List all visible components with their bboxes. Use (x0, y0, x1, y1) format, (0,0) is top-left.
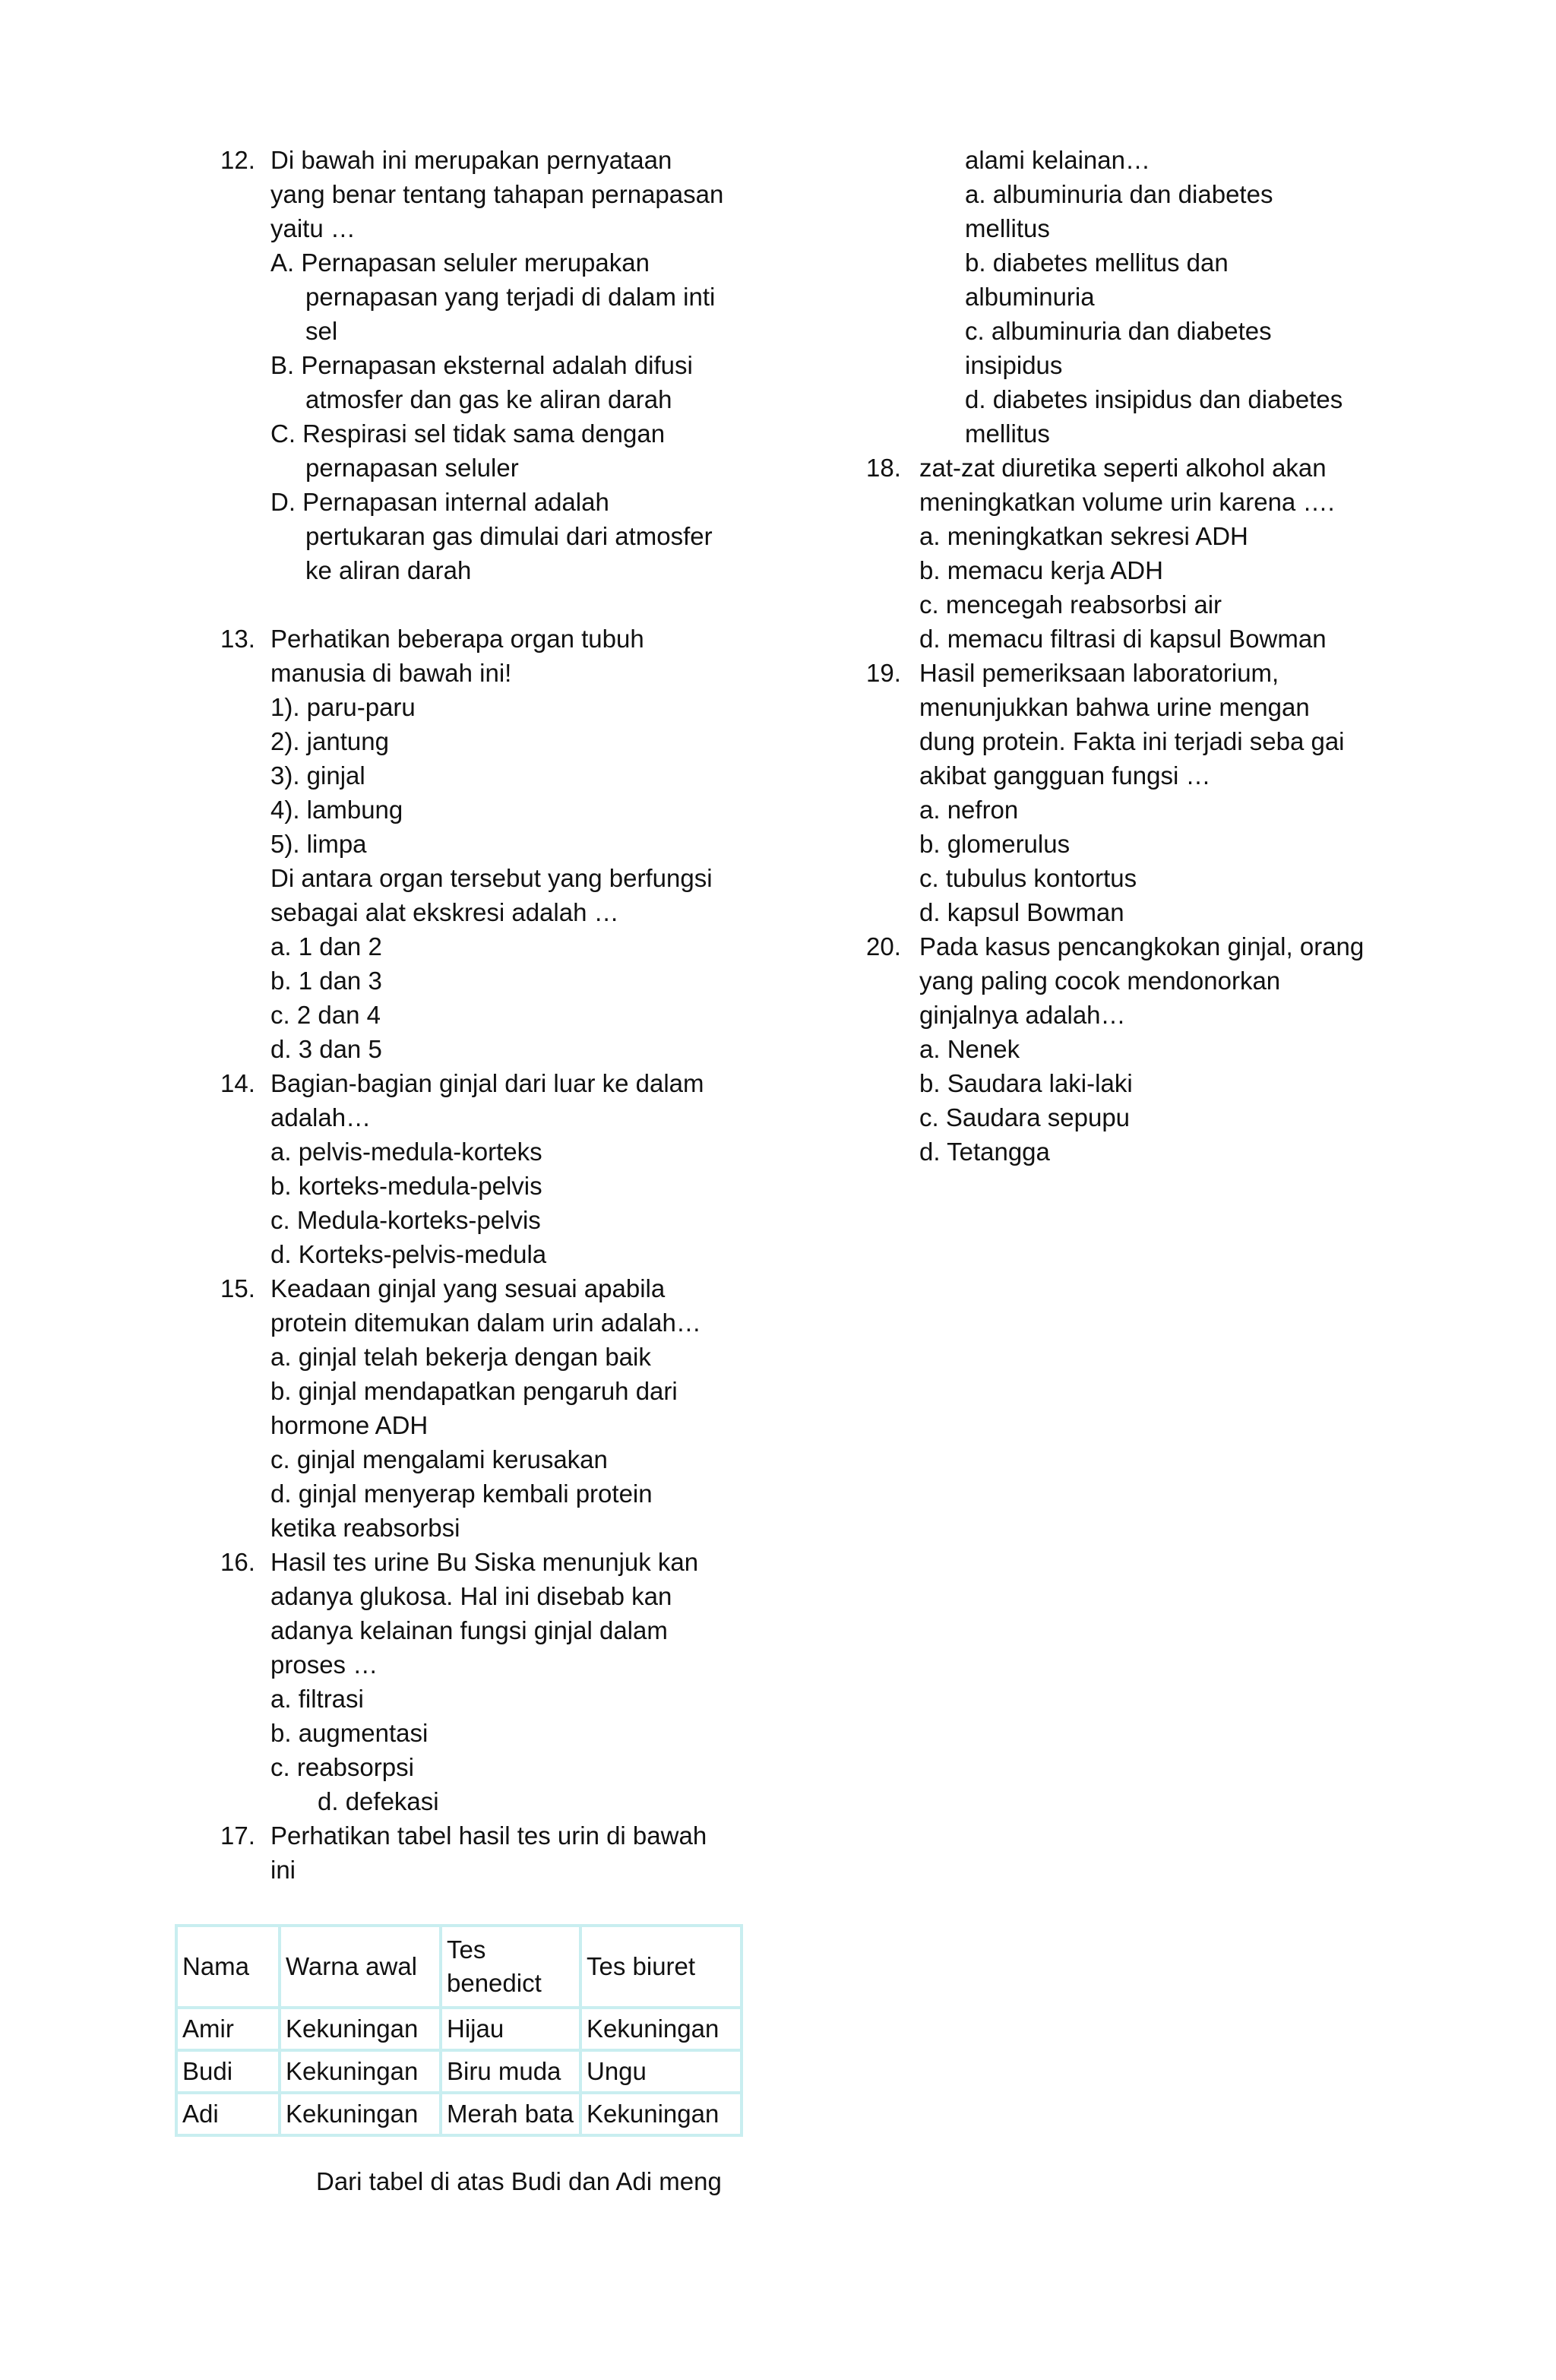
question-20 (866, 929, 1398, 1169)
option-d: d. memacu filtrasi di kapsul Bowman (919, 625, 1327, 653)
option-d-cont: ketika reabsorbsi (270, 1514, 460, 1542)
question-text: Pada kasus pencangkokan ginjal, orang (919, 932, 1365, 961)
option-c: c. mencegah reabsorbsi air (919, 590, 1222, 619)
table-header-row (176, 1926, 742, 2008)
option-a-cont: mellitus (965, 214, 1050, 242)
option-b-cont: albuminuria (965, 283, 1095, 311)
option-b: b. glomerulus (919, 830, 1071, 858)
option-d: d. diabetes insipidus dan diabetes (965, 385, 1343, 413)
option-text: ke aliran darah (305, 556, 472, 584)
question-number: 20. (866, 932, 901, 961)
question-number: 17. (220, 1821, 255, 1850)
question-text: akibat gangguan fungsi … (919, 761, 1211, 790)
question-text: Keadaan ginjal yang sesuai apabila (270, 1274, 666, 1302)
option-c: c. 2 dan 4 (270, 1001, 381, 1029)
question-text: Bagian-bagian ginjal dari luar ke dalam (270, 1069, 704, 1097)
header-cell: Nama (176, 1926, 280, 2008)
option-text: D. Pernapasan internal adalah (270, 488, 609, 516)
option-c: c. ginjal mengalami kerusakan (270, 1445, 608, 1473)
left-column (220, 143, 752, 1887)
option-a: a. Nenek (919, 1035, 1020, 1063)
organ-item: 1). paru-paru (270, 693, 416, 721)
table-cell: Budi (176, 2050, 280, 2093)
header-cell (441, 1926, 580, 2008)
option-c: c. tubulus kontortus (919, 864, 1137, 892)
question-18 (866, 451, 1398, 656)
continuation-text: alami kelainan… (965, 146, 1150, 174)
option-c-cont: insipidus (965, 351, 1063, 379)
question-16 (220, 1545, 752, 1818)
option-b (270, 348, 752, 416)
table-cell: Ungu (580, 2050, 742, 2093)
question-12 (220, 143, 752, 587)
organ-item: 5). limpa (270, 830, 367, 858)
option-a: a. filtrasi (270, 1685, 364, 1713)
header-cell: Warna awal (280, 1926, 441, 2008)
question-number: 13. (220, 625, 255, 653)
question-17-options (866, 143, 1398, 451)
option-c (270, 416, 752, 485)
question-text: adalah… (270, 1103, 372, 1131)
question-number: 15. (220, 1274, 255, 1302)
question-15 (220, 1271, 752, 1545)
question-number: 18. (866, 454, 901, 482)
question-text: Perhatikan beberapa organ tubuh (270, 625, 644, 653)
right-column (866, 143, 1398, 1169)
question-text: adanya kelainan fungsi ginjal dalam (270, 1616, 668, 1644)
option-c: c. reabsorpsi (270, 1753, 414, 1781)
option-d (270, 485, 752, 587)
question-number: 14. (220, 1069, 255, 1097)
option-a: a. albuminuria dan diabetes (965, 180, 1273, 208)
table-cell: Merah bata (441, 2093, 580, 2135)
table-cell: Kekuningan (280, 2008, 441, 2050)
table-row (176, 2093, 742, 2135)
option-d: d. kapsul Bowman (919, 898, 1124, 926)
question-19 (866, 656, 1398, 929)
option-d: d. ginjal menyerap kembali protein (270, 1480, 653, 1508)
option-b: b. augmentasi (270, 1719, 429, 1747)
header-cell: Tes biuret (580, 1926, 742, 2008)
option-text: B. Pernapasan eksternal adalah difusi (270, 351, 693, 379)
option-text: A. Pernapasan seluler merupakan (270, 248, 650, 277)
question-17 (220, 1818, 752, 1887)
table-cell: Kekuningan (580, 2093, 742, 2135)
urine-test-table (175, 1924, 743, 2137)
question-number: 12. (220, 146, 255, 174)
option-d-cont: mellitus (965, 419, 1050, 448)
option-text: sel (305, 317, 338, 345)
option-a: a. ginjal telah bekerja dengan baik (270, 1343, 651, 1371)
table-cell: Biru muda (441, 2050, 580, 2093)
option-a: a. nefron (919, 796, 1019, 824)
question-14 (220, 1066, 752, 1271)
option-d: d. Tetangga (919, 1138, 1050, 1166)
organ-item: 2). jantung (270, 727, 389, 755)
header-cell-line: Tes (447, 1935, 486, 1964)
question-text: protein ditemukan dalam urin adalah… (270, 1309, 701, 1337)
question-text: Hasil pemeriksaan laboratorium, (919, 659, 1279, 687)
organ-item: 3). ginjal (270, 761, 365, 790)
option-d: d. Korteks-pelvis-medula (270, 1240, 547, 1268)
option-b-cont: hormone ADH (270, 1411, 429, 1439)
question-text: sebagai alat ekskresi adalah … (270, 898, 619, 926)
option-text: pernapasan seluler (305, 454, 519, 482)
table-cell: Adi (176, 2093, 280, 2135)
table-cell: Kekuningan (280, 2050, 441, 2093)
question-text: ini (270, 1856, 296, 1884)
question-17-continuation: Dari tabel di atas Budi dan Adi meng (316, 2167, 722, 2195)
question-text: adanya glukosa. Hal ini disebab kan (270, 1582, 672, 1610)
option-text: pertukaran gas dimulai dari atmosfer (305, 522, 713, 550)
option-text: atmosfer dan gas ke aliran darah (305, 385, 672, 413)
option-a: a. 1 dan 2 (270, 932, 382, 961)
question-text: meningkatkan volume urin karena …. (919, 488, 1335, 516)
option-b: b. 1 dan 3 (270, 967, 382, 995)
option-c: c. albuminuria dan diabetes (965, 317, 1272, 345)
question-number: 16. (220, 1548, 255, 1576)
table-cell: Kekuningan (280, 2093, 441, 2135)
option-c: c. Saudara sepupu (919, 1103, 1131, 1131)
option-a (270, 245, 752, 348)
option-c: c. Medula-korteks-pelvis (270, 1206, 541, 1234)
question-text: yang benar tentang tahapan pernapasan (270, 180, 724, 208)
question-text: menunjukkan bahwa urine mengan (919, 693, 1310, 721)
question-text: dung protein. Fakta ini terjadi seba gai (919, 727, 1345, 755)
spacer (220, 587, 752, 622)
question-text: zat-zat diuretika seperti alkohol akan (919, 454, 1327, 482)
question-text: yaitu … (270, 214, 356, 242)
question-text: Di antara organ tersebut yang berfungsi (270, 864, 713, 892)
table-cell: Amir (176, 2008, 280, 2050)
header-cell-line: benedict (447, 1969, 542, 1997)
option-b: b. Saudara laki-laki (919, 1069, 1133, 1097)
option-d: d. 3 dan 5 (270, 1035, 382, 1063)
table-cell: Hijau (441, 2008, 580, 2050)
question-text: manusia di bawah ini! (270, 659, 512, 687)
option-b: b. diabetes mellitus dan (965, 248, 1229, 277)
option-text: C. Respirasi sel tidak sama dengan (270, 419, 666, 448)
option-b: b. ginjal mendapatkan pengaruh dari (270, 1377, 678, 1405)
table-row (176, 2050, 742, 2093)
question-text: yang paling cocok mendonorkan (919, 967, 1281, 995)
table-cell: Kekuningan (580, 2008, 742, 2050)
question-text: Di bawah ini merupakan pernyataan (270, 146, 672, 174)
option-b: b. korteks-medula-pelvis (270, 1172, 542, 1200)
table-row (176, 2008, 742, 2050)
option-text: pernapasan yang terjadi di dalam inti (305, 283, 716, 311)
question-13 (220, 622, 752, 1066)
organ-item: 4). lambung (270, 796, 403, 824)
question-text: ginjalnya adalah… (919, 1001, 1126, 1029)
question-number: 19. (866, 659, 901, 687)
option-b: b. memacu kerja ADH (919, 556, 1163, 584)
question-text: proses … (270, 1650, 378, 1679)
option-a: a. meningkatkan sekresi ADH (919, 522, 1248, 550)
option-d: d. defekasi (318, 1787, 439, 1815)
question-text: Perhatikan tabel hasil tes urin di bawah (270, 1821, 707, 1850)
urine-test-table-wrapper (175, 1924, 743, 2137)
option-a: a. pelvis-medula-korteks (270, 1138, 542, 1166)
question-text: Hasil tes urine Bu Siska menunjuk kan (270, 1548, 699, 1576)
